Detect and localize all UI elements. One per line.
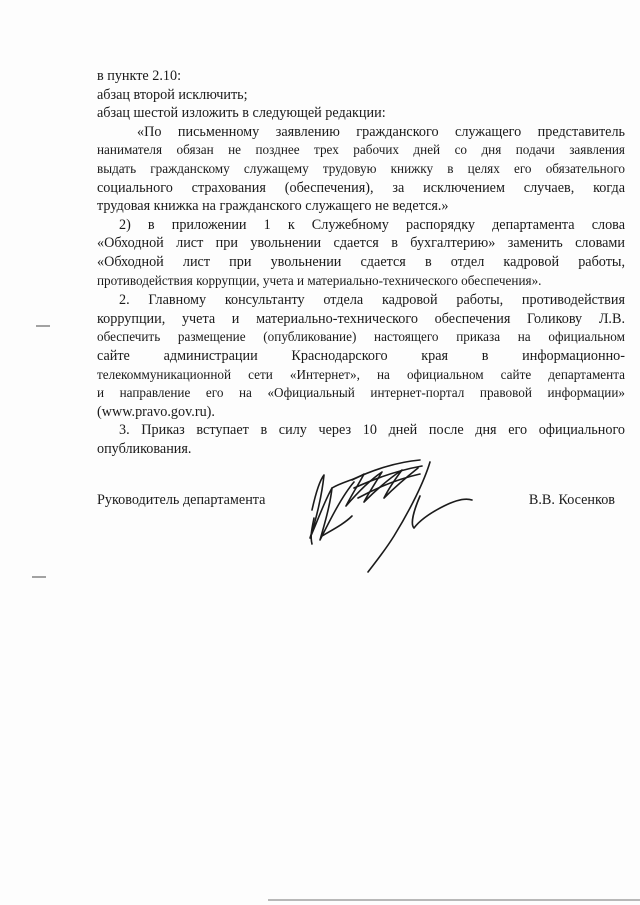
text-line: «По письменному заявлению гражданского служащего представитель (137, 123, 625, 140)
text-line: и направление его на «Официальный интернет-портал правовой информации» (97, 385, 625, 401)
text-line: трудовая книжка на гражданского служащего не ведется.» (97, 198, 449, 215)
handwritten-signature (302, 440, 477, 575)
document-body (97, 67, 625, 458)
text-line: 2. Главному консультанту отдела кадровой работы, противодействия (119, 292, 625, 309)
text-line: обеспечить размещение (опубликование) настоящего приказа на официальном (97, 329, 625, 345)
text-line: в пункте 2.10: (97, 68, 182, 84)
text-line: социального страхования (обеспечения), за исключением случаев, когда (97, 179, 625, 196)
text-line: нанимателя обязан не позднее трех рабочих дней со дня подачи заявления (97, 142, 625, 158)
text-line: 2) в приложении 1 к Служебному распорядку департамента слова (119, 216, 625, 233)
text-line: абзац второй исключить; (97, 86, 248, 103)
text-line: коррупции, учета и материально-технического обеспечения Голикову Л.В. (97, 310, 625, 327)
margin-mark (36, 325, 50, 327)
text-line: телекоммуникационной сети «Интернет», на официальном сайте департамента (97, 366, 625, 382)
text-line: «Обходной лист при увольнении сдается в бухгалтерию» заменить словами (97, 235, 625, 252)
text-line: (www.pravo.gov.ru). (97, 403, 215, 420)
text-line: противодействия коррупции, учета и материально-технического обеспечения». (97, 272, 542, 288)
text-line: опубликования. (97, 440, 192, 457)
scan-edge (268, 899, 640, 901)
text-line: абзац шестой изложить в следующей редакции: (97, 105, 386, 122)
signatory-name: В.В. Косенков (528, 492, 615, 508)
text-line: сайте администрации Краснодарского края в информационно- (97, 347, 625, 364)
margin-mark (32, 576, 46, 578)
signatory-role: Руководитель департамента (97, 492, 266, 508)
text-line: «Обходной лист при увольнении сдается в отдел кадровой работы, (97, 253, 625, 270)
text-line: 3. Приказ вступает в силу через 10 дней после дня его официального (119, 422, 625, 439)
text-line: выдать гражданскому служащему трудовую книжку в целях его обязательного (97, 160, 625, 176)
